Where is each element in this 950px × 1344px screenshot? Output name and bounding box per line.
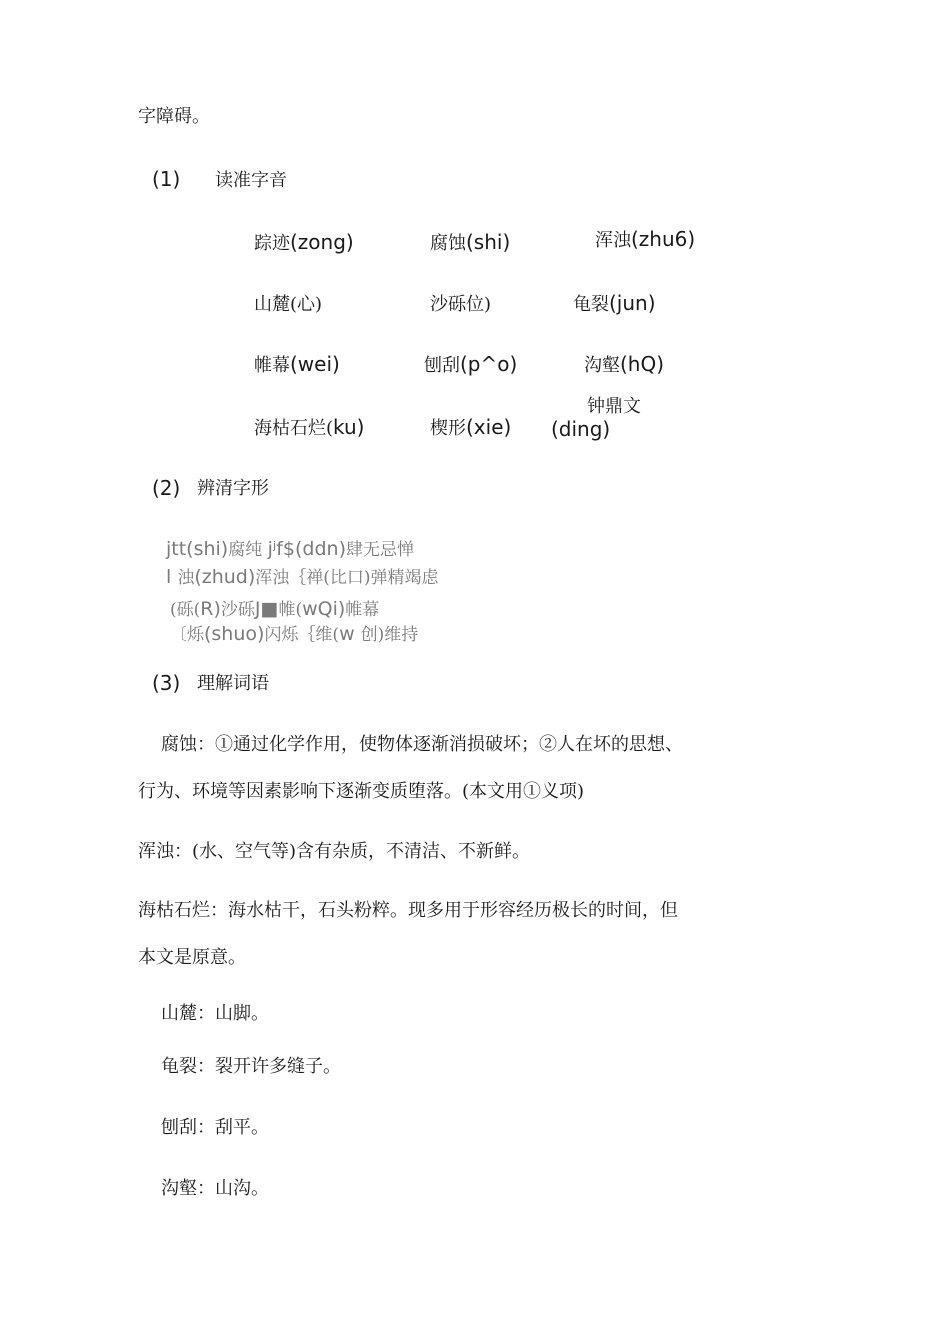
pron-item: 刨刮(p^o) [424,352,518,376]
pron-item: 帷幕(wei) [254,352,340,376]
definition-line: 本文是原意。 [138,947,246,968]
definition-line: 行为、环境等因素影响下逐渐变质堕落。(本文用①义项) [138,781,585,802]
intro-tail: 字障碍。 [138,106,210,127]
pron-item: 腐蚀(shi) [430,230,511,254]
pron-item: 踪迹(zong) [254,230,354,254]
pron-item: 山麓(心) [254,294,323,315]
section-3-number: (3) [152,671,181,695]
pron-item-word: 钟鼎文 [587,396,641,417]
pron-item-pinyin: (ding) [551,417,611,441]
pron-item: 龟裂(jun) [573,291,656,315]
definition-line: 山麓：山脚。 [161,1003,269,1024]
section-2-number: (2) [152,476,181,500]
glyph-line: 〔烁(shuo)闪烁｛维(w 创)维持 [170,623,419,645]
definition-line: 沟壑：山沟。 [161,1178,269,1199]
definition-line: 浑浊：(水、空气等)含有杂质，不清洁、不新鲜。 [138,841,531,862]
glyph-line: (砾(R)沙砾J■帷(wQi)帷幕 [170,598,380,620]
glyph-line: jtt(shi)腐纯 jʲf$(ddn)肆无忌惮 [166,538,415,560]
pron-item: 海枯石烂(ku) [254,415,365,439]
pron-item: 浑浊(zhu6) [595,227,696,251]
glyph-line: l 浊(zhud)浑浊｛禅(比口)弹精竭虑 [166,566,439,588]
section-3-title: 理解词语 [197,673,269,694]
pron-item: 沟壑(hQ) [584,352,665,376]
pron-item: 楔形(xie) [430,415,512,439]
definition-line: 海枯石烂：海水枯干，石头粉粹。现多用于形容经历极长的时间，但 [138,900,678,921]
pron-item: 沙砾位) [430,294,492,315]
definition-line: 龟裂：裂开许多缝子。 [161,1056,341,1077]
definition-line: 腐蚀：①通过化学作用，使物体逐渐消损破坏；②人在坏的思想、 [161,734,683,755]
section-1-number: (1) [152,167,181,191]
section-2-title: 辨清字形 [197,478,269,499]
section-1-title: 读准字音 [215,170,287,191]
definition-line: 刨刮：刮平。 [161,1117,269,1138]
